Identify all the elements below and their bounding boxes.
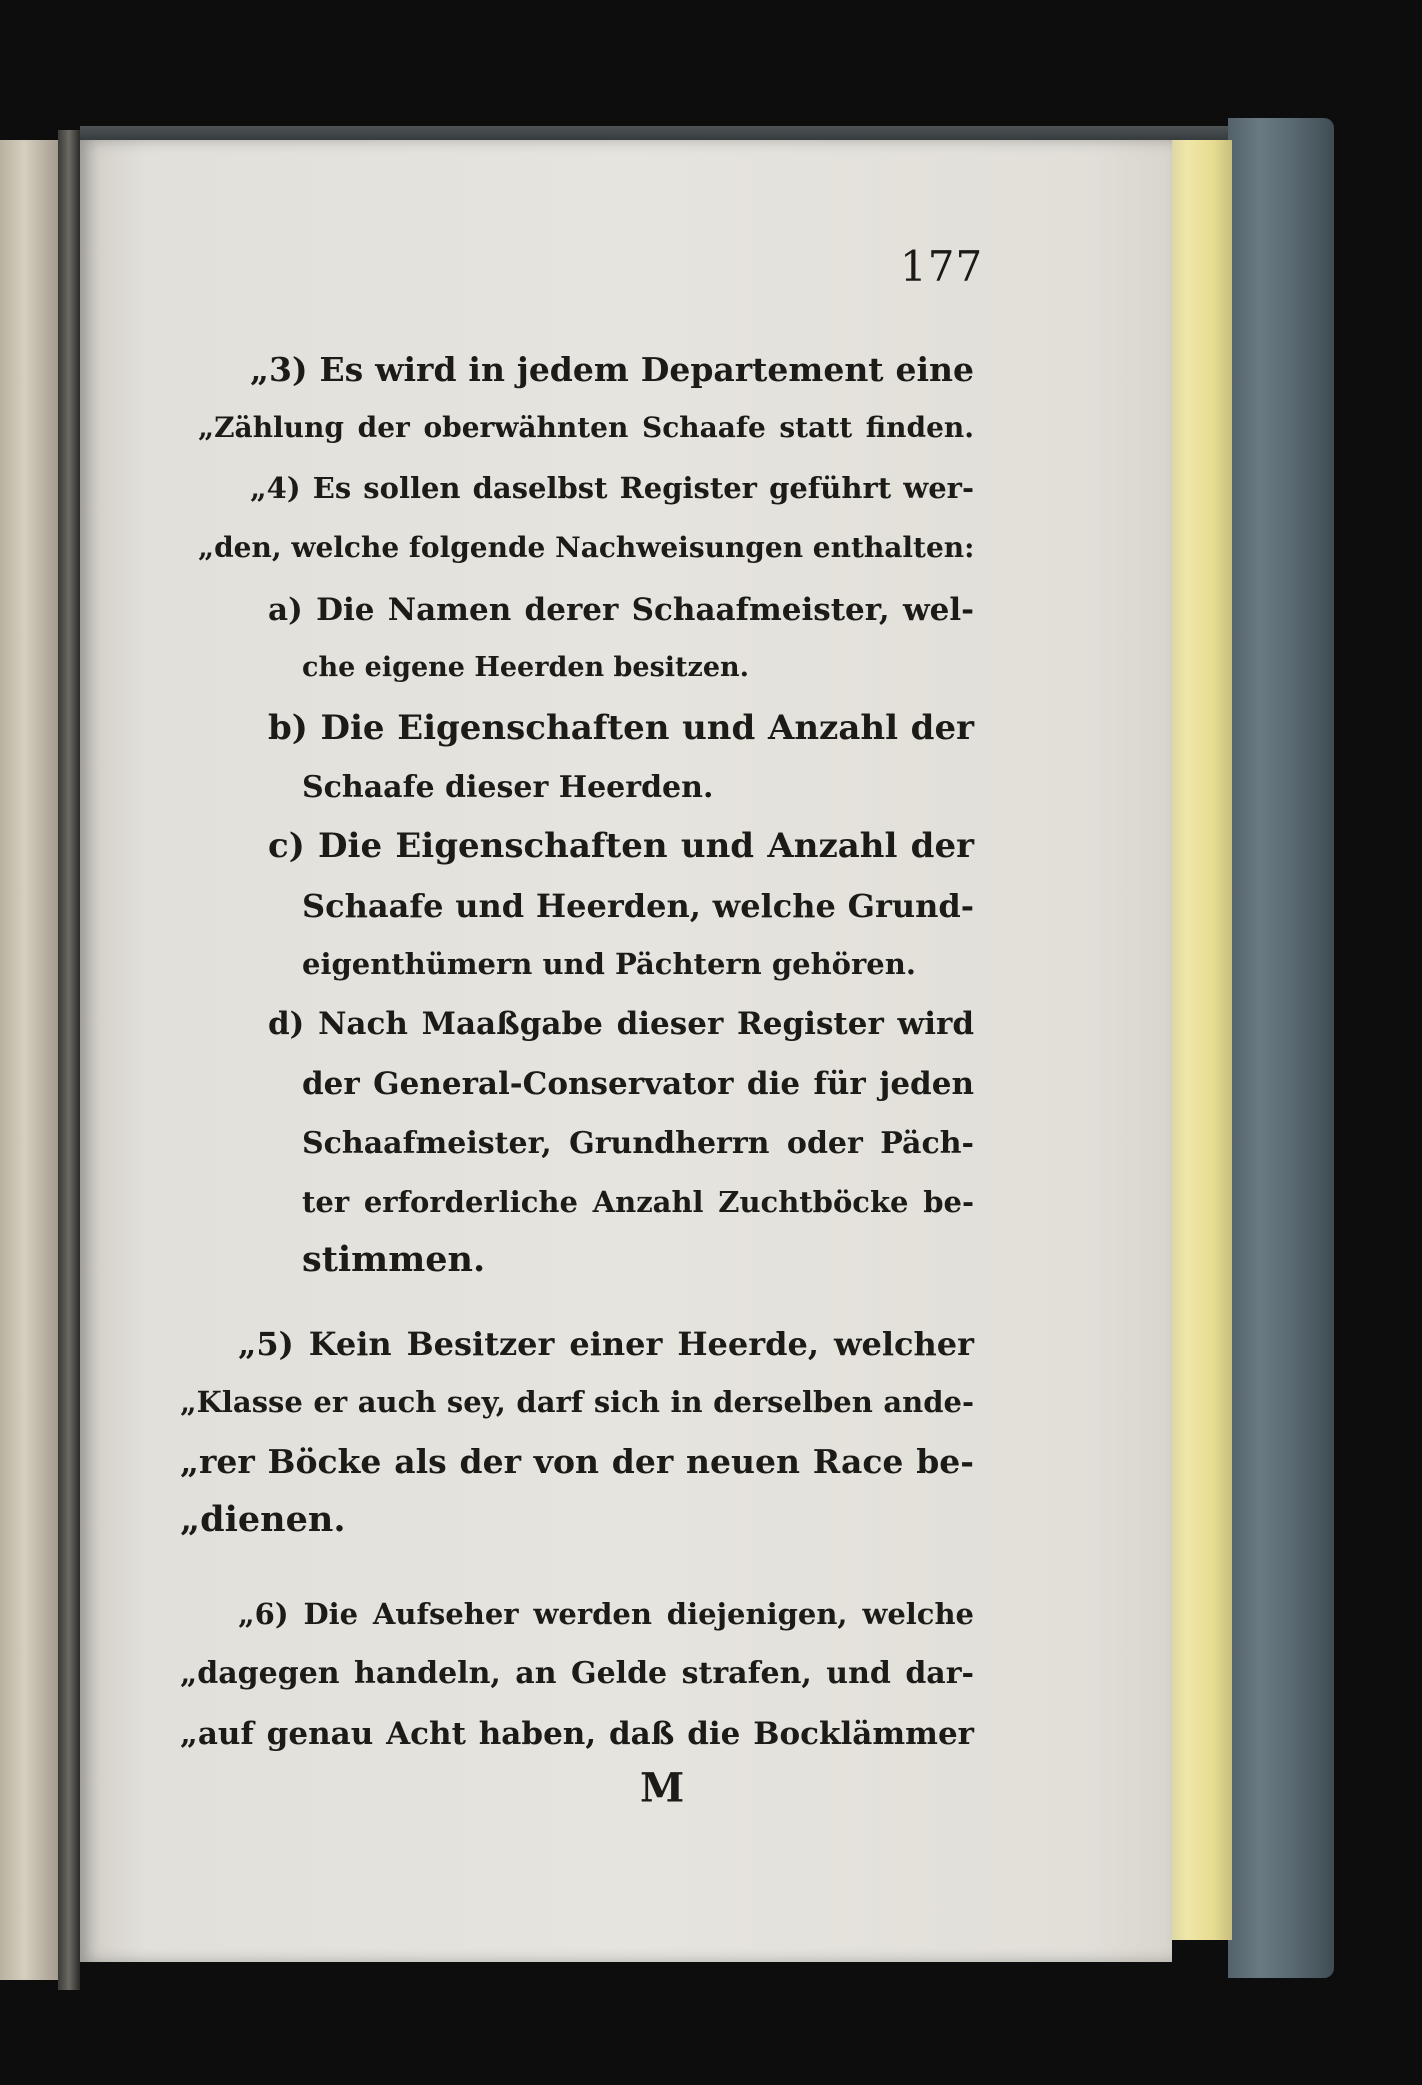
book-binding — [58, 130, 80, 1990]
page-number: 177 — [900, 242, 984, 291]
text-line: eigenthümern und Pächtern gehören. — [302, 947, 916, 981]
left-page-edge — [0, 140, 62, 1980]
text-line: „rer Böcke als der von der neuen Race be- — [180, 1442, 974, 1481]
text-line: a) Die Namen derer Schaafmeister, wel- — [268, 592, 974, 628]
text-line: che eigene Heerden besitzen. — [302, 652, 750, 683]
text-line: stimmen. — [302, 1239, 486, 1280]
catchword: M — [640, 1764, 685, 1812]
text-line: der General-Conservator die für jeden — [302, 1066, 974, 1102]
text-line: „dagegen handeln, an Gelde strafen, und dar- — [180, 1656, 974, 1691]
text-line: Schaafe und Heerden, welche Grund- — [302, 887, 974, 925]
text-line: Schaafe dieser Heerden. — [302, 770, 714, 805]
text-line: „Zählung der oberwähnten Schaafe statt finden. — [198, 411, 974, 444]
text-line: „5) Kein Besitzer einer Heerde, welcher — [238, 1325, 974, 1363]
text-line: „3) Es wird in jedem Departement eine — [250, 350, 974, 389]
text-line: „4) Es sollen daselbst Register geführt wer- — [250, 471, 974, 505]
text-line: „Klasse er auch sey, darf sich in derselben ande- — [180, 1385, 974, 1419]
text-line: c) Die Eigenschaften und Anzahl der — [268, 826, 974, 866]
page-edge — [1168, 140, 1232, 1940]
text-line: „auf genau Acht haben, daß die Bocklämmer — [180, 1716, 974, 1752]
text-line: ter erforderliche Anzahl Zuchtböcke be- — [302, 1185, 974, 1219]
text-line: d) Nach Maaßgabe dieser Register wird — [268, 1006, 974, 1042]
text-line: „den, welche folgende Nachweisungen enthalten: — [198, 531, 975, 564]
text-line: „dienen. — [180, 1499, 346, 1540]
text-line: Schaafmeister, Grundherrn oder Päch- — [302, 1126, 974, 1161]
text-line: „6) Die Aufseher werden diejenigen, welche — [238, 1597, 974, 1631]
book-cover — [1228, 118, 1334, 1978]
text-line: b) Die Eigenschaften und Anzahl der — [268, 708, 974, 748]
